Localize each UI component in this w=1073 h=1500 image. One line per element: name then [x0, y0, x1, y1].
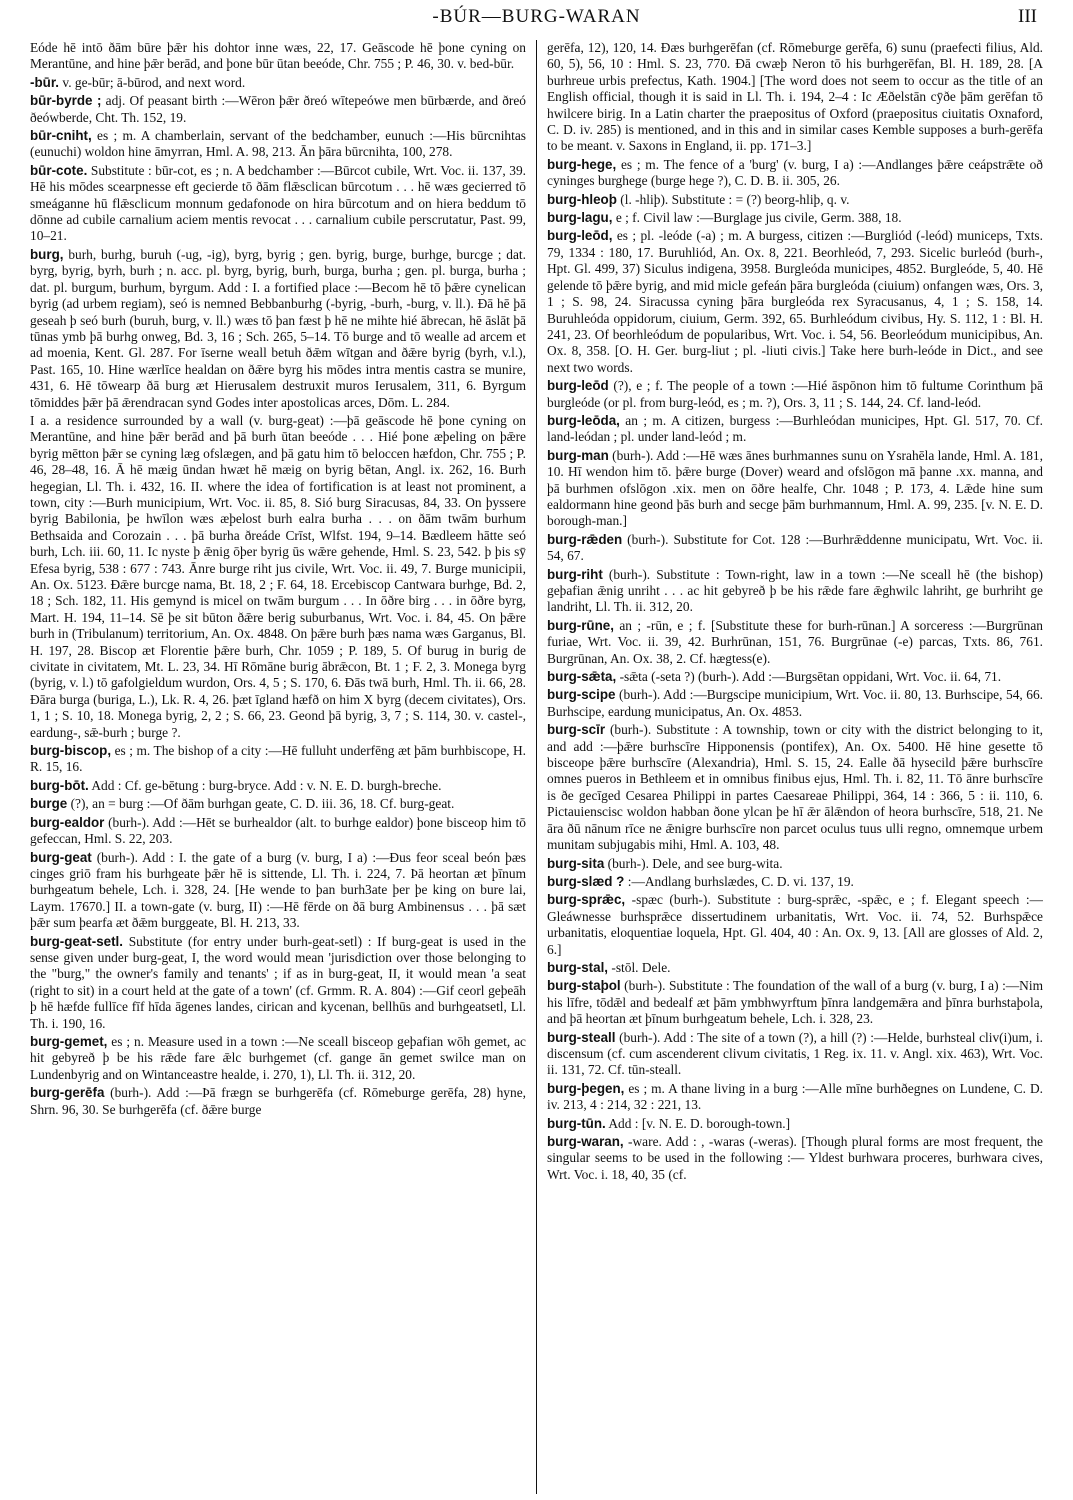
dictionary-entry [547, 669, 1043, 685]
dictionary-entry [547, 856, 1043, 872]
dictionary-entry [30, 75, 526, 91]
entry-headword: burg-riht [547, 566, 603, 582]
entry-headword: burg-man [547, 447, 609, 463]
entry-text: (burh-). Substitute : The foundation of the wall of a burg (v. burg, I a) :—Nim his līfre, tōdǣl and bedealf æt þām ymbhwyrftum þīnra landgemǣra and þīnra burhstaþola, and þā heortan æt þīnum burhgeatum behele, Lch. i. 328, 23. [547, 978, 1043, 1027]
dictionary-entry [30, 93, 526, 126]
left-column [30, 40, 526, 1494]
entry-headword: burg-sprǣc, [547, 892, 626, 908]
entry-text: es ; m. A chamberlain, servant of the bedchamber, eunuch :—His būrcnihtas (eunuchi) woldon hine āmyrran, Hml. A. 98, 213. Ān þāra būrcnihta, 100, 278. [30, 128, 526, 160]
entry-text: an ; m. A citizen, burgess :—Burhleódan municipes, Hpt. Gl. 517, 70. Cf. land-leódan ; pl. under land-leód ; m. [547, 412, 1043, 445]
running-head: -BÚR—BURG-WARAN [432, 6, 641, 27]
dictionary-entry [547, 1030, 1043, 1079]
dictionary-entry [30, 413, 526, 741]
entry-headword: burg-leōd [547, 378, 609, 394]
entry-text: -sǣta (-seta ?) (burh-). Add :—Burgsētan oppidani, Wrt. Voc. ii. 64, 71. [619, 669, 1002, 685]
entry-text: (burh-). Substitute : A township, town or city with the district belonging to it, and add :—þǣre burhscīre Hipponensis (pontifex), An. Ox. 5400. Hē hine gesette tō bisceope þǣre burhscīre (Alexandria), Hml. S. 15, 24. Ealle ðā hysecild þǣre burhscīre omnes pueros in Bethleem et in omnibus finibus ejus, Hml. Th. i. 82, 11. Tō ānre burhscīre is ðe gecīged Cesarea Philippi in partes Caesareae Philippi, 364, 14 : 366, 5 : ii. 110, 6. Pictauienscisc woldon habban ðone ylcan þe hī ǣr ālǣndon of heora burhscīre, 518, 21. Ne āra ðū nānum rīce ne ǣnigre burhscīre non parcet oculus tuus ulli regno, omnemque urbem munitam subjugabis mihi, Hml. A. 103, 48. [547, 722, 1043, 853]
entry-headword: burg-scipe [547, 687, 616, 703]
entry-text: es ; m. A thane living in a burg :—Alle mīne burhðegnes on Lundene, C. D. iv. 213, 4 : 214, 32 : 221, 13. [547, 1080, 1043, 1113]
dictionary-entry [30, 128, 526, 161]
entry-headword: burg-tūn. [547, 1115, 606, 1131]
entry-text: :—Andlang burhslædes, C. D. vi. 137, 19. [627, 873, 854, 889]
dictionary-entry [547, 413, 1043, 446]
entry-headword: burg-leōda, [547, 412, 620, 428]
dictionary-entry [547, 378, 1043, 411]
entry-text: (burh-). Add :—Hē wæs ānes burhmannes sunu on Ysrahēla lande, Hml. A. 181, 10. Hī wendon him tō. þǣre burge (Dover) weard and ofslōgon mā þanne .xx. manna, and þā burhmen ofslōgon .xix. men on ōðre healfe, Chr. 1048 ; P. 173, 4. Lǣde hine sum ealdormann hine geond þās burh and secge þām burhmannum, Hml. A. 99, 235. [v. N. E. D. borough-man.] [547, 447, 1043, 529]
dictionary-entry [547, 1116, 1043, 1132]
dictionary-entry [547, 722, 1043, 853]
dictionary-entry [30, 934, 526, 1032]
dictionary-entry [547, 210, 1043, 226]
entry-text: Add : Cf. ge-bētung : burg-bryce. Add : v. N. E. D. burgh-breche. [91, 777, 442, 793]
entry-headword: burg-geat [30, 849, 92, 865]
entry-headword: burg-staþol [547, 978, 621, 994]
text-columns [30, 40, 1043, 1494]
entry-text: es ; m. The bishop of a city :—Hē fulluht underfēng æt þām burhbiscope, H. R. 15, 16. [30, 743, 526, 775]
dictionary-entry [547, 532, 1043, 565]
dictionary-entry [30, 850, 526, 932]
entry-text: adj. Of peasant birth :—Wēron þǣr ðreó wītepeówe men būrbærde, and ðreó ðeówberde, Cht. Th. 152, 19. [30, 93, 526, 125]
entry-text: I a. a residence surrounded by a wall (v. burg-geat) :—þā geāscode hē þone cyning on Merantūne, and hine þǣr berād and þā burh ūtan beeóde . . . Hié þone æþeling on þǣre byrig mētton þǣr se cyning læg ofslægen, and þā gatu him tō beloccen hæfdon, Chr. 755 ; P. 46, 28–48, 16. Ā hē mæig ūndan hwæt hē mæig on byrig bētan, Angl. ix. 262, 16. Burh hegegian, Ll. Th. i. 432, 16. II. where the idea of fortification is at least not prominent, a town, city :—Burh municipium, Wrt. Voc. ii. 85, 8. Sió burg Siracusas, 84, 33. On þyssere byrig Babilonia, þe hwīlon wæs æþelost burh ealra burha . . . on ðām twām burhum Bethsaida and Corozain . . . þā burha ðreáde Crīst, Wlfst. 194, 9–14. Bædleem hātte seó burh, Lch. iii. 60, 11. Ic nyste þ ǣnig ōþer byrig ūs wǣre gehende, Hml. S. 23, 542. þ þis sȳ Efesa byrig, 538 : 677 : 743. Ānre burge riht jus civile, Wrt. Voc. ii. 49, 7. Burge municipii, An. Ox. 5123. Ðǣre burcge nama, Bt. 18, 2 ; F. 64, 18. Ercebiscop Cantwara burhge, Bd. 2, 18 ; Sch. 182, 11. His gemynd is micel on twām burgum . . . In ōðre birg . . . in ōðre byrg, Mart. H. 194, 11–14. Sē þe sit būton ðǣre berig suburbanus, Wrt. Voc. i. 84, 45. On þǣre burh in (Tribulanum) territorium, An. Ox. 4848. On þǣre burh þæs nama wæs Garganus, Bl. H. 197, 28. Biscop æt Florentie þǣre burh, Chr. 1059 ; P. 189, 5. Of burug in burig de civitate in civitatem, Mt. L. 23, 34. Hī Rōmāne burig ābrǣcon, Bt. 1 ; F. 2, 3. Monega byrg (byrig, v. l.) tō gafolgieldum wurdon, Ors. 4, 5 ; S. 170, 6. Ðās twā burh, Hml. Th. ii. 66, 28. Ðāra burga (buriga, L.), Lk. R. 4, 26. þæt īgland hæfð on him X byrg (decem civitates), Ors. 1, 1 ; S. 10, 18. Monega byrig, 2, 2 ; S. 66, 23. Geond þā byrig, 3, 7 ; S. 114, 30. v. castel-, eardung-, sǣ-burh ; burge ?. [30, 412, 526, 740]
dictionary-entry [547, 1081, 1043, 1114]
entry-headword: burg-sǣta, [547, 669, 617, 685]
dictionary-entry [547, 978, 1043, 1027]
entry-text: e ; f. Civil law :—Burglage jus civile, Germ. 388, 18. [615, 210, 902, 226]
entry-text: Substitute (for entry under burh-geat-setl) : If burg-geat is used in the sense given under burg-geat, I, the word would mean 'jurisdiction over those belonging to the "burg," the owner's family and tenants' ; if as in burg-geat, II, it would mean 'a seat (right to sit) in a court held at the gate of a town' (cf. Grmm. R. A. 804) :—Gif ceorl geþeāh þ hē hæfde fullīce fīf hīda āgenes landes, cirican and kycenan, bellhūs and burhgeatsetl, Ll. Th. i. 190, 16. [30, 933, 526, 1031]
entry-headword: burg-hleoþ [547, 191, 617, 207]
dictionary-entry [30, 796, 526, 812]
dictionary-entry [547, 567, 1043, 616]
dictionary-entry [30, 815, 526, 848]
dictionary-entry [30, 1085, 526, 1118]
entry-headword: burg-ealdor [30, 814, 105, 830]
entry-text: (burh-). Add :—Burgscipe municipium, Wrt. Voc. ii. 80, 13. Burhscipe, 54, 66. Burhscipe, eardung municipatus, An. Ox. 4853. [547, 687, 1043, 719]
entry-headword: burg-waran, [547, 1134, 624, 1149]
dictionary-entry [30, 163, 526, 245]
right-column [547, 40, 1043, 1494]
page-header [30, 6, 1043, 32]
entry-text: (burh-). Substitute for Cot. 128 :—Burhrǣddenne municipatu, Wrt. Voc. ii. 54, 67. [547, 531, 1043, 564]
entry-text: (burh-). Dele, and see burg-wita. [607, 855, 783, 871]
entry-text: Substitute : būr-cot, es ; n. A bedchamber :—Būrcot cubile, Wrt. Voc. ii. 137, 39. Hē his mōdes scearpnesse eft gecierde tō ðām flǣsclican būrcotum . . . hē wæs gecierred tō smeáganne hū flǣsclicum monnum gedafonode on hira būrcotum and on hiera beddum tō dōnne ad cubile carnalium aciem mentis revocat . . . carnalium cubile perscrutatur, Past. 99, 10–21. [30, 162, 526, 244]
entry-text: (burh-). Add : I. the gate of a burg (v. burg, I a) :—Ðus feor sceal beón þæs cinges griō fram his burhgeate þǣr hē is sittende, Ll. Th. i. 224, 7. Þā heortan æt þīnum burhgeatum behele, Lch. i. 328, 24. [He wende to þan burh3ate þer þe king on bure lai, Laym. 17670.] II. a town-gate (v. burg, II) :—Hē fērde on ðā burg Ambinensus . . . þā sæt þǣr sum þearfa æt ðǣm burggeate, Bl. H. 213, 33. [30, 849, 526, 931]
entry-text: (burh-). Substitute : Town-right, law in a town :—Ne sceall hē (the bishop) geþafian ǣnig unriht . . . ac hit gebyreð þ be his rǣde fare ǣghwilc lahriht, ge burhriht ge landriht, Ll. Th. ii. 312, 20. [547, 566, 1043, 615]
dictionary-entry [547, 960, 1043, 976]
entry-headword: burge [30, 796, 68, 812]
entry-text: es ; n. Measure used in a town :—Ne sceall bisceop geþafian wōh gemet, ac hit gebyreð þ be his rǣde fare ǣlc burhgemet (cf. gange ān gemet swilce man on Lundenbyrig and on Wintanceastre healde, i. 270, 1), Ll. Th. ii. 312, 20. [30, 1033, 526, 1082]
entry-text: an ; -rūn, e ; f. [Substitute these for burh-rūnan.] A sorceress :—Burgrūnan furiae, Wrt. Voc. ii. 39, 42. Burhrūnan, 151, 76. Burgrūnae (-e) parcas, Txts. 86, 761. Burgrūnan, An. Ox. 38, 2. Cf. hægtess(e). [547, 617, 1043, 666]
entry-text: (burh-). Add : The site of a town (?), a hill (?) :—Helde, burhsteal cliv(i)um, i. discensum (cf. cum ascenderent clivum civitatis, 1 Reg. ix. 11. v. Angl. xix. 463), Wrt. Voc. ii. 131, 72. Cf. tūn-steall. [547, 1029, 1043, 1078]
entry-headword: -būr. [30, 74, 60, 90]
entry-text: v. ge-būr; ā-būrod, and next word. [62, 74, 246, 90]
entry-headword: burg-sita [547, 855, 605, 871]
entry-text: (?), e ; f. The people of a town :—Hié āspōnon him tō fultume Corinthum þā burgleóde (or pl. from burg-leód, es ; m. ?), Ors. 3, 11 ; S. 144, 24. Cf. land-leód. [547, 378, 1043, 410]
dictionary-entry [547, 228, 1043, 376]
entry-headword: burg-geat-setl. [30, 933, 123, 949]
dictionary-entry [547, 1134, 1043, 1183]
dictionary-entry [547, 192, 1043, 208]
entry-text: es ; m. The fence of a 'burg' (v. burg, I a) :—Andlanges þǣre ceápstrǣte oð cyninges burghege (burge hege ?), C. D. B. ii. 305, 26. [547, 156, 1043, 189]
entry-headword: burg-scīr [547, 722, 606, 738]
entry-headword: burg-gemet, [30, 1033, 108, 1049]
dictionary-entry [547, 892, 1043, 958]
dictionary-entry [547, 618, 1043, 667]
entry-text: Add : [v. N. E. D. borough-town.] [608, 1115, 791, 1131]
entry-headword: burg-steall [547, 1029, 616, 1045]
dictionary-entry [30, 40, 526, 73]
entry-text: -ware. Add : , -waras (-weras). [Though plural forms are most frequent, the singular seems to be used in the following :— Yldest burhwara proceres, burhwara cives, Wrt. Voc. i. 18, 40, 35 (cf. [547, 1134, 1043, 1182]
dictionary-entry [547, 40, 1043, 155]
dictionary-entry [547, 687, 1043, 720]
entry-text: gerēfa, 12), 120, 14. Ðæs burhgerēfan (cf. Rōmeburge gerēfa, 6) sunu (praefecti filius, Ald. 60, 5), 56, 10 : Hml. S. 23, 770. Ðā cwæþ Neron tō his burhgerēfan, Bl. H. 189, 28. [A burhreue urbis prefectus, Kath. 1904.] [The word does not seem to occur as the title of an English official, though it is said in Ll. Th. i. 194, 2–4 : Ic Æðelstān cȳðe þām gerēfan tō hwilcere birig. In a Latin charter the praepositus of Oxford (praepositus ciuitatis Oxnaford, C. D. iv. 285) is mentioned, and in this and in similar cases Kemble supposes a burh-gerēfa to be meant. v. Saxons in England, ii. pp. 171–3.] [547, 40, 1043, 154]
entry-headword: burg-bōt. [30, 777, 89, 793]
entry-text: burh, burhg, buruh (-ug, -ig), byrg, byrig ; gen. byrig, burge, burhge, burcge ; dat. byrg, byrig, byrh, burh ; n. acc. pl. byrg, byrig, burh, burga, burha ; gen. pl. burga, burha ; dat. pl. burgum, burhum, byrgum. Add : I. a fortified place :—Becom hē tō þǣre cynelican byrig (ad urbem regiam), seó is nemned Bebbanburhg (-byrig, -burh, -burg, v. ll.). Ðā hē þā geseah þ seó burh (buruh, burg, v. ll.) wæs tō þan fæst þ hē ne mihte hié ābrecan, hē āslāt þā tūnas ymb þā burhg onweg, Bd. 3, 16 ; Sch. 265, 5–14. Tō burge and tō wealle ad arcem et ad moenia, Kent. Gl. 287. For īserne weall betuh ðǣm wītgan and ðǣre byrig (byrh, v.l.), Past. 165, 10. Hine wærlīce healdan on ðǣre byrg his mōdes intra mentis castra se munire, 431, 6. Hē tōwearp ðā burg æt Hierusalem destruxit muros Ierusalem, 311, 6. Byrgum tōmiddes þǣr þā ǣrendracan synd Godes inter apostolicas arces, Dōm. L. 284. [30, 246, 526, 410]
page-number: III [1018, 6, 1037, 27]
entry-headword: burg, [30, 246, 64, 262]
column-divider [536, 40, 537, 1494]
dictionary-entry [30, 247, 526, 411]
entry-text: Eóde hē intō ðām būre þǣr his dohtor inne wæs, 22, 17. Geāscode hē þone cyning on Merantūne, and hine þǣr berād, and þone būr ūtan beeóde, Chr. 755 ; P. 46, 30. v. bed-būr. [30, 40, 526, 72]
dictionary-entry [30, 743, 526, 776]
entry-text: (l. -hliþ). Substitute : = (?) beorg-hliþ, q. v. [620, 191, 850, 207]
dictionary-entry [547, 874, 1043, 890]
entry-headword: burg-þegen, [547, 1080, 625, 1096]
entry-text: (burh-). Add :—Þā frægn se burhgerēfa (cf. Rōmeburge gerēfa, 28) hyne, Shrn. 96, 30. Se burhgerēfa (cf. ðǣre burge [30, 1085, 526, 1117]
entry-headword: burg-stal, [547, 959, 609, 975]
dictionary-entry [547, 157, 1043, 190]
dictionary-entry [30, 778, 526, 794]
entry-headword: burg-slæd ? [547, 873, 625, 889]
entry-text: es ; pl. -leóde (-a) ; m. A burgess, citizen :—Burgliód (-leód) municeps, Txts. 79, 1334 : 180, 17. Buruhliód, An. Ox. 8, 221. Beorhleód, 7, 293. Sicelic burleód (burh-, Hpt. Gl. 499, 37) Siculus indigena, 3958. Burgleóda municipes, 4852. Burgleóde, 5, 40. Hē gelende tō þǣre byrig, and mid micle gefeán þāra burgleóda (ciuium) onfangen wæs, Ors. 3, 1 ; S. 98, 24. Siracussa cyning þāra burgleóda rex Syracusanus, 4, 1 ; S. 158, 14. Buruhleóda oppidorum, ciuium, Germ. 392, 65. Burhleódum civibus, Hy. S. 112, 1 : Bl. H. 241, 23. Of beorhleódum de popularibus, Wrt. Voc. i. 54, 56. Beorleódum municipibus, An. Ox. 8, 358. [O. H. Ger. burg-liut ; pl. -liuti civis.] Take here burh-leóde in Dict., and see next two words. [547, 228, 1043, 375]
entry-headword: burg-lagu, [547, 210, 613, 226]
entry-text: -spæc (burh-). Substitute : burg-sprǣc, -spǣc, e ; f. Elegant speech :—Gleáwnesse burhsprǣce dissertudinem urbanitatis, Wrt. Voc. ii. 74, 52. Burhspǣce urbanitatis, eloquentiae loquela, Hpt. Gl. 404, 40 : An. Ox. 9, 13. [All are glosses of Ald. 2, 6.] [547, 892, 1043, 957]
entry-text: (burh-). Add :—Hēt se burhealdor (alt. to burhge ealdor) þone bisceop him tō gefeccan, Hml. S. 22, 203. [30, 814, 526, 847]
entry-headword: burg-rǣden [547, 531, 623, 547]
entry-headword: būr-cote. [30, 162, 88, 178]
entry-headword: burg-leōd, [547, 228, 613, 244]
entry-text: -stōl. Dele. [611, 959, 671, 975]
dictionary-entry [30, 1034, 526, 1083]
entry-headword: burg-gerēfa [30, 1085, 105, 1101]
entry-text: (?), an = burg :—Of ðām burhgan geate, C. D. iii. 36, 18. Cf. burg-geat. [70, 796, 455, 812]
entry-headword: burg-rūne, [547, 617, 614, 633]
dictionary-entry [547, 448, 1043, 530]
entry-headword: būr-byrde ; [30, 93, 102, 109]
entry-headword: burg-hege, [547, 156, 617, 172]
entry-headword: burg-biscop, [30, 743, 112, 759]
entry-headword: būr-cniht, [30, 128, 92, 144]
